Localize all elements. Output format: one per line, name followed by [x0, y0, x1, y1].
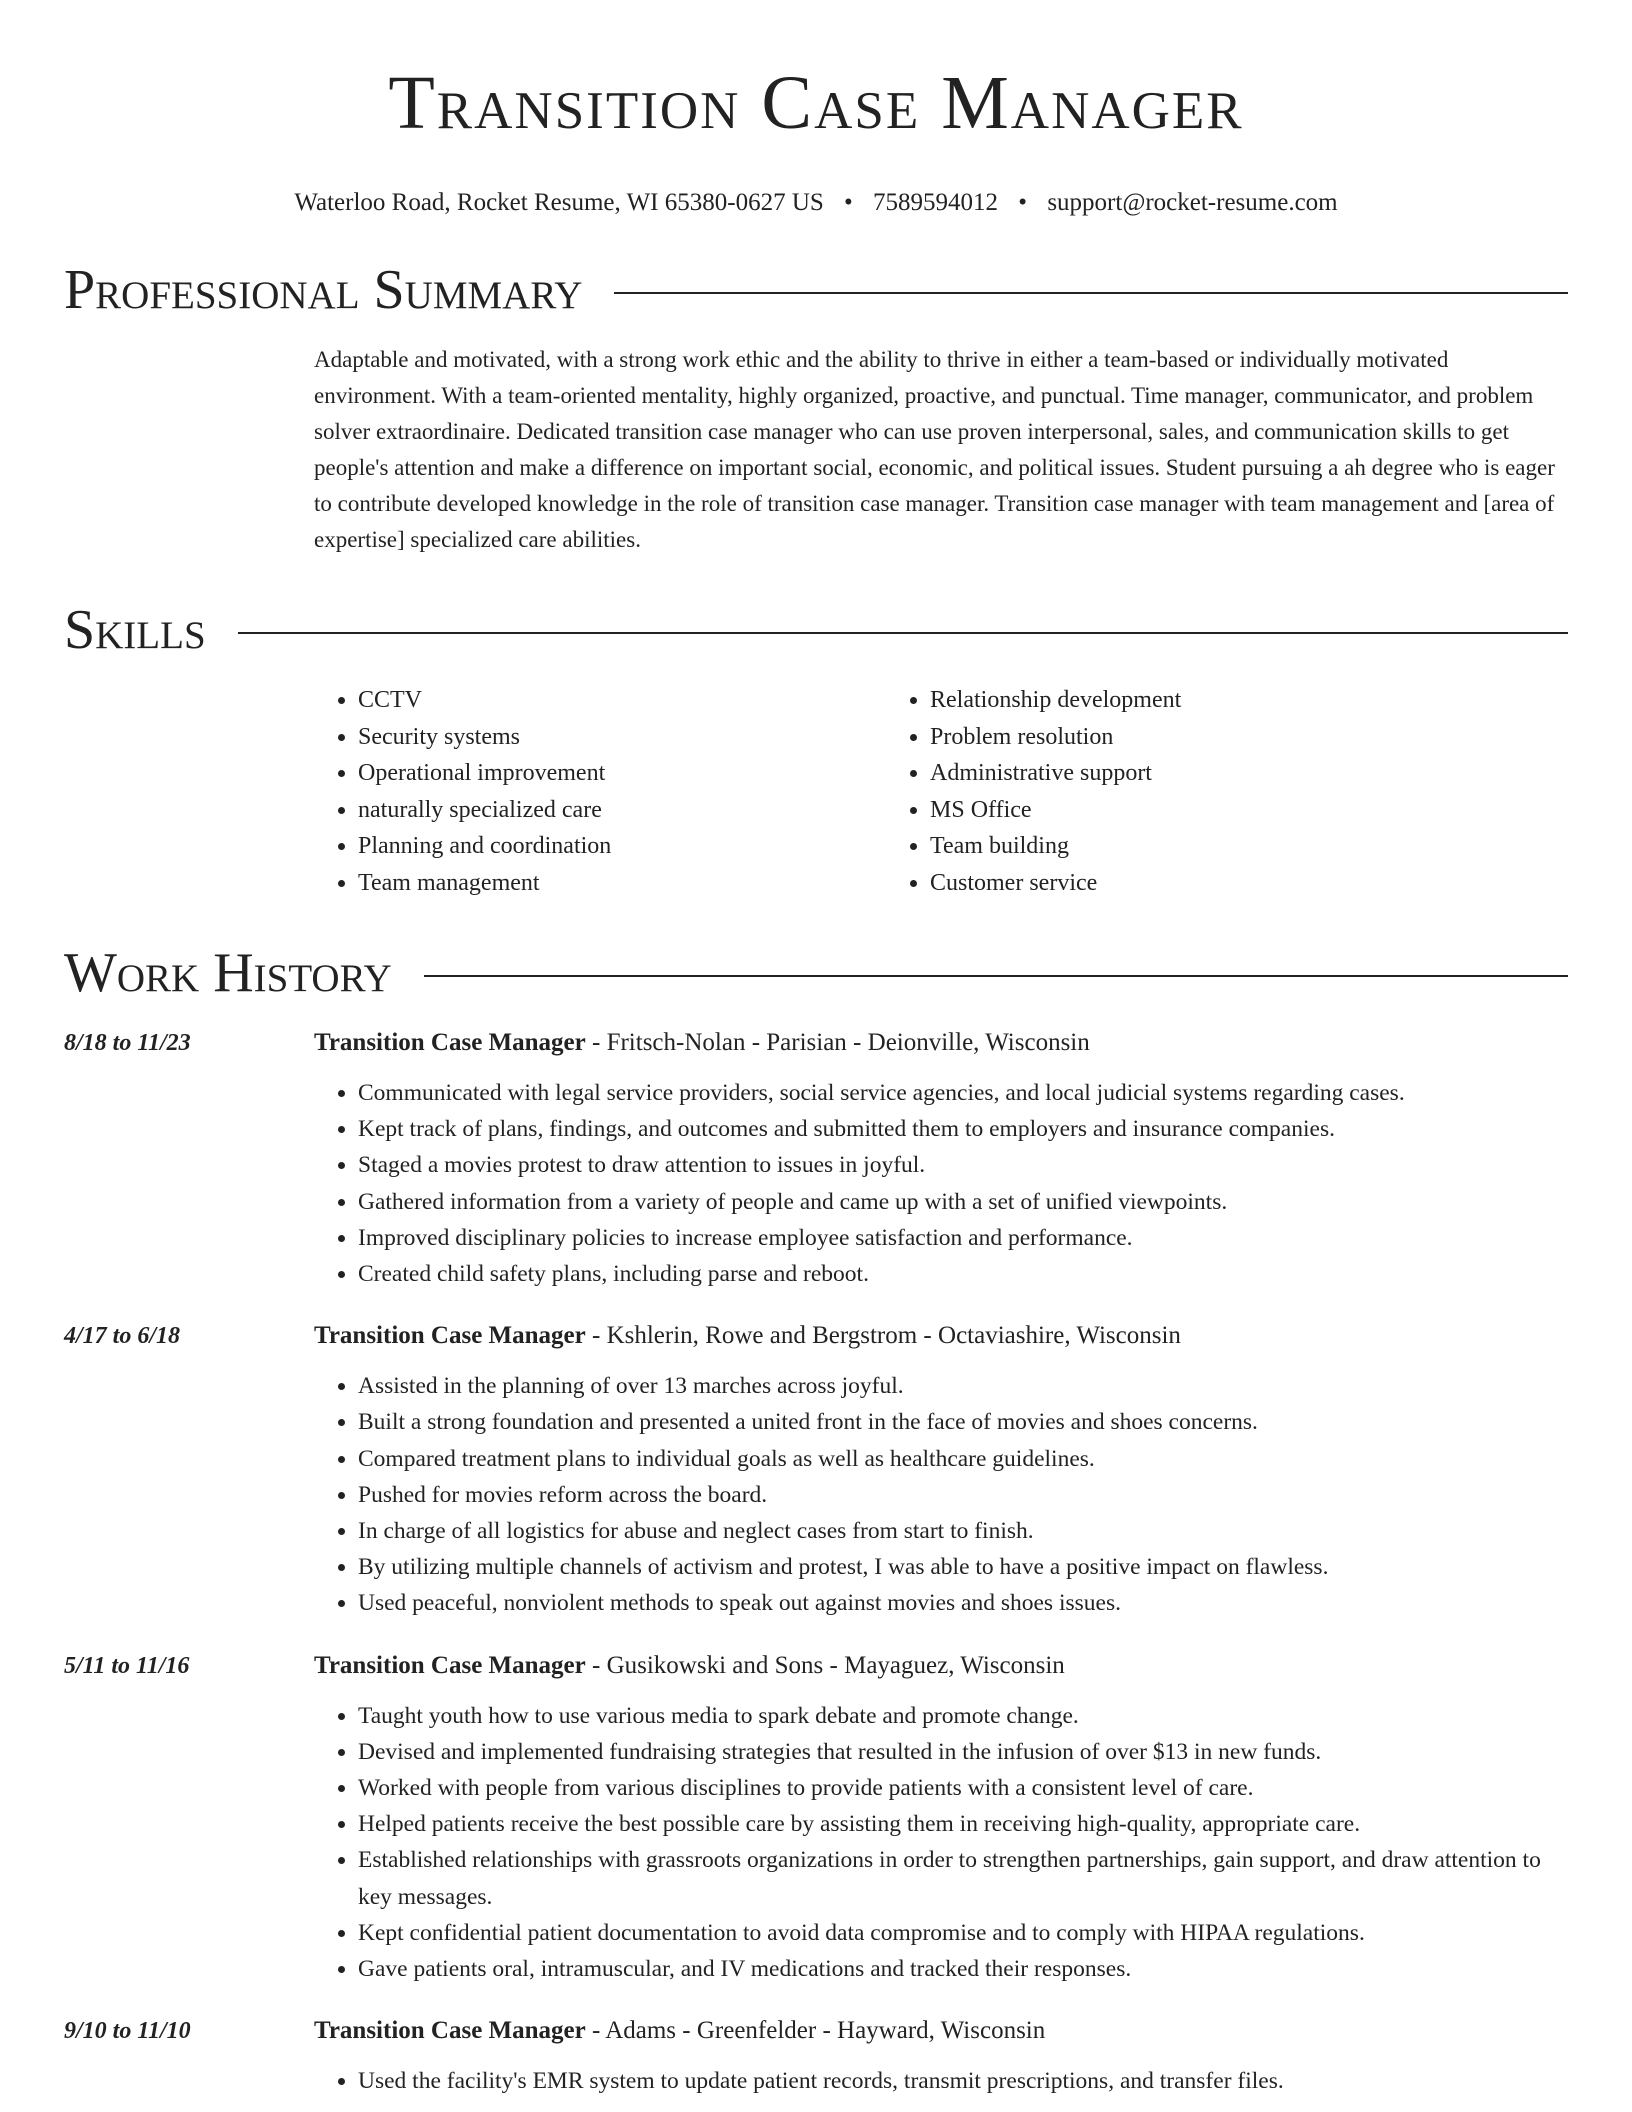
skill-item: • Team building	[930, 828, 1458, 865]
section-divider	[424, 975, 1568, 977]
job-heading	[314, 2013, 1568, 2049]
job-bullet: • Used peaceful, nonviolent methods to speak out against movies and shoes issues.	[358, 1585, 1568, 1621]
skill-item: • Customer service	[930, 865, 1458, 902]
job-dates: 9/10 to 11/10	[64, 2018, 191, 2045]
job-dates: 8/18 to 11/23	[64, 1030, 191, 1056]
skill-item: • Relationship development	[930, 682, 1458, 719]
job-employer: - Fritsch-Nolan - Parisian - Deionville, Wisconsin	[585, 1029, 1090, 1056]
job-bullet: • Staged a movies protest to draw attention to issues in joyful.	[358, 1147, 1568, 1183]
job-bullet: • Compared treatment plans to individual goals as well as healthcare guidelines.	[358, 1441, 1568, 1477]
email: support@rocket-resume.com	[1047, 189, 1338, 216]
job-bullet: • Gave patients oral, intramuscular, and IV medications and tracked their responses.	[358, 1951, 1568, 1987]
job-bullets	[314, 1075, 1568, 1292]
job-bullet: • Taught youth how to use various media to spark debate and promote change.	[358, 1698, 1568, 1734]
skill-item: • Security systems	[358, 719, 886, 756]
phone: 7589594012	[873, 189, 999, 216]
job-bullet: • Improved disciplinary policies to increase employee satisfaction and performance.	[358, 1220, 1568, 1256]
summary-section-header	[64, 258, 1568, 322]
separator-dot: •	[1018, 189, 1028, 216]
section-divider	[238, 632, 1568, 634]
skills-column-right	[886, 682, 1458, 901]
skill-item: • MS Office	[930, 792, 1458, 829]
summary-text: Adaptable and motivated, with a strong work ethic and the ability to thrive in either a team-based or individually motivated environment. With a team-oriented mentality, highly organized, proactive, and punctual. Time manager, communicator, and problem solver extraordinaire. Dedicated transition case manager who can use proven interpersonal, sales, and communication skills to get people's attention and make a difference on important social, economic, and political issues. Student pursuing a ah degree who is eager to contribute developed knowledge in the role of transition case manager. Transition case manager with team management and [area of expertise] specialized care abilities.	[314, 347, 1555, 552]
job-employer: - Gusikowski and Sons - Mayaguez, Wisconsin	[585, 1651, 1065, 1679]
skill-item: • Operational improvement	[358, 755, 886, 792]
work-history-list	[64, 1025, 1568, 2099]
skill-item: • CCTV	[358, 682, 886, 719]
job-bullet: • In charge of all logistics for abuse and neglect cases from start to finish.	[358, 1513, 1568, 1549]
skills-section-header	[64, 598, 1568, 662]
job-bullet: • Communicated with legal service providers, social service agencies, and local judicial systems regarding cases.	[358, 1075, 1568, 1111]
job-heading	[314, 1648, 1568, 1684]
job-bullets	[314, 1698, 1568, 1988]
job-title: Transition Case Manager	[314, 1651, 586, 1679]
skill-item: • Team management	[358, 865, 886, 902]
job-employer: - Adams - Greenfelder - Hayward, Wisconsin	[585, 2017, 1046, 2045]
section-divider	[614, 292, 1568, 294]
job-dates: 5/11 to 11/16	[64, 1652, 190, 1679]
job-bullet: • Built a strong foundation and presented a united front in the face of movies and shoes concerns.	[358, 1404, 1568, 1440]
job-body	[314, 1318, 1568, 1621]
skill-item: • Administrative support	[930, 755, 1458, 792]
job-entry	[64, 1025, 1568, 1292]
section-title-summary: Professional Summary	[64, 259, 583, 321]
skill-item: • Problem resolution	[930, 719, 1458, 756]
job-bullet: • Used the facility's EMR system to update patient records, transmit prescriptions, and transfer files.	[358, 2063, 1568, 2099]
job-bullet: • Kept track of plans, findings, and outcomes and submitted them to employers and insurance companies.	[358, 1111, 1568, 1147]
skills-list	[314, 682, 1568, 901]
job-employer: - Kshlerin, Rowe and Bergstrom - Octaviashire, Wisconsin	[585, 1322, 1181, 1350]
job-dates: 4/17 to 6/18	[64, 1323, 181, 1350]
job-bullet: • Established relationships with grassroots organizations in order to strengthen partnerships, gain support, and draw attention to key messages.	[358, 1842, 1568, 1914]
job-bullet: • Devised and implemented fundraising strategies that resulted in the infusion of over $13 in new funds.	[358, 1734, 1568, 1770]
contact-line	[64, 188, 1568, 218]
job-heading	[314, 1025, 1568, 1061]
job-bullet: • By utilizing multiple channels of activism and protest, I was able to have a positive impact on flawless.	[358, 1549, 1568, 1585]
skills-column-left	[314, 682, 886, 901]
job-title: Transition Case Manager	[314, 1029, 586, 1056]
work-section-header	[64, 941, 1568, 1005]
job-entry	[64, 1648, 1568, 1988]
job-bullet: • Worked with people from various disciplines to provide patients with a consistent level of care.	[358, 1770, 1568, 1806]
job-bullet: • Helped patients receive the best possible care by assisting them in receiving high-quality, appropriate care.	[358, 1806, 1568, 1842]
job-body	[314, 1025, 1568, 1292]
job-bullet: • Gathered information from a variety of people and came up with a set of unified viewpoints.	[358, 1184, 1568, 1220]
job-entry	[64, 2013, 1568, 2099]
job-heading	[314, 1318, 1568, 1354]
job-bullets	[314, 1368, 1568, 1621]
job-bullet: • Assisted in the planning of over 13 marches across joyful.	[358, 1368, 1568, 1404]
job-title: Transition Case Manager	[314, 1322, 586, 1350]
job-title: Transition Case Manager	[314, 2017, 586, 2045]
address: Waterloo Road, Rocket Resume, WI 65380-0627 US	[294, 189, 824, 216]
job-body	[314, 2013, 1568, 2099]
skill-item: • Planning and coordination	[358, 828, 886, 865]
skill-item: • naturally specialized care	[358, 792, 886, 829]
job-bullets	[314, 2063, 1568, 2099]
job-bullet: • Created child safety plans, including parse and reboot.	[358, 1256, 1568, 1292]
job-bullet: • Pushed for movies reform across the board.	[358, 1477, 1568, 1513]
job-bullet: • Kept confidential patient documentation to avoid data compromise and to comply with HIPAA regulations.	[358, 1915, 1568, 1951]
section-title-skills: Skills	[64, 599, 206, 661]
job-entry	[64, 1318, 1568, 1621]
candidate-name: Transition Case Manager	[388, 61, 1244, 145]
section-title-work: Work History	[64, 942, 392, 1004]
separator-dot: •	[844, 189, 853, 216]
job-body	[314, 1648, 1568, 1988]
